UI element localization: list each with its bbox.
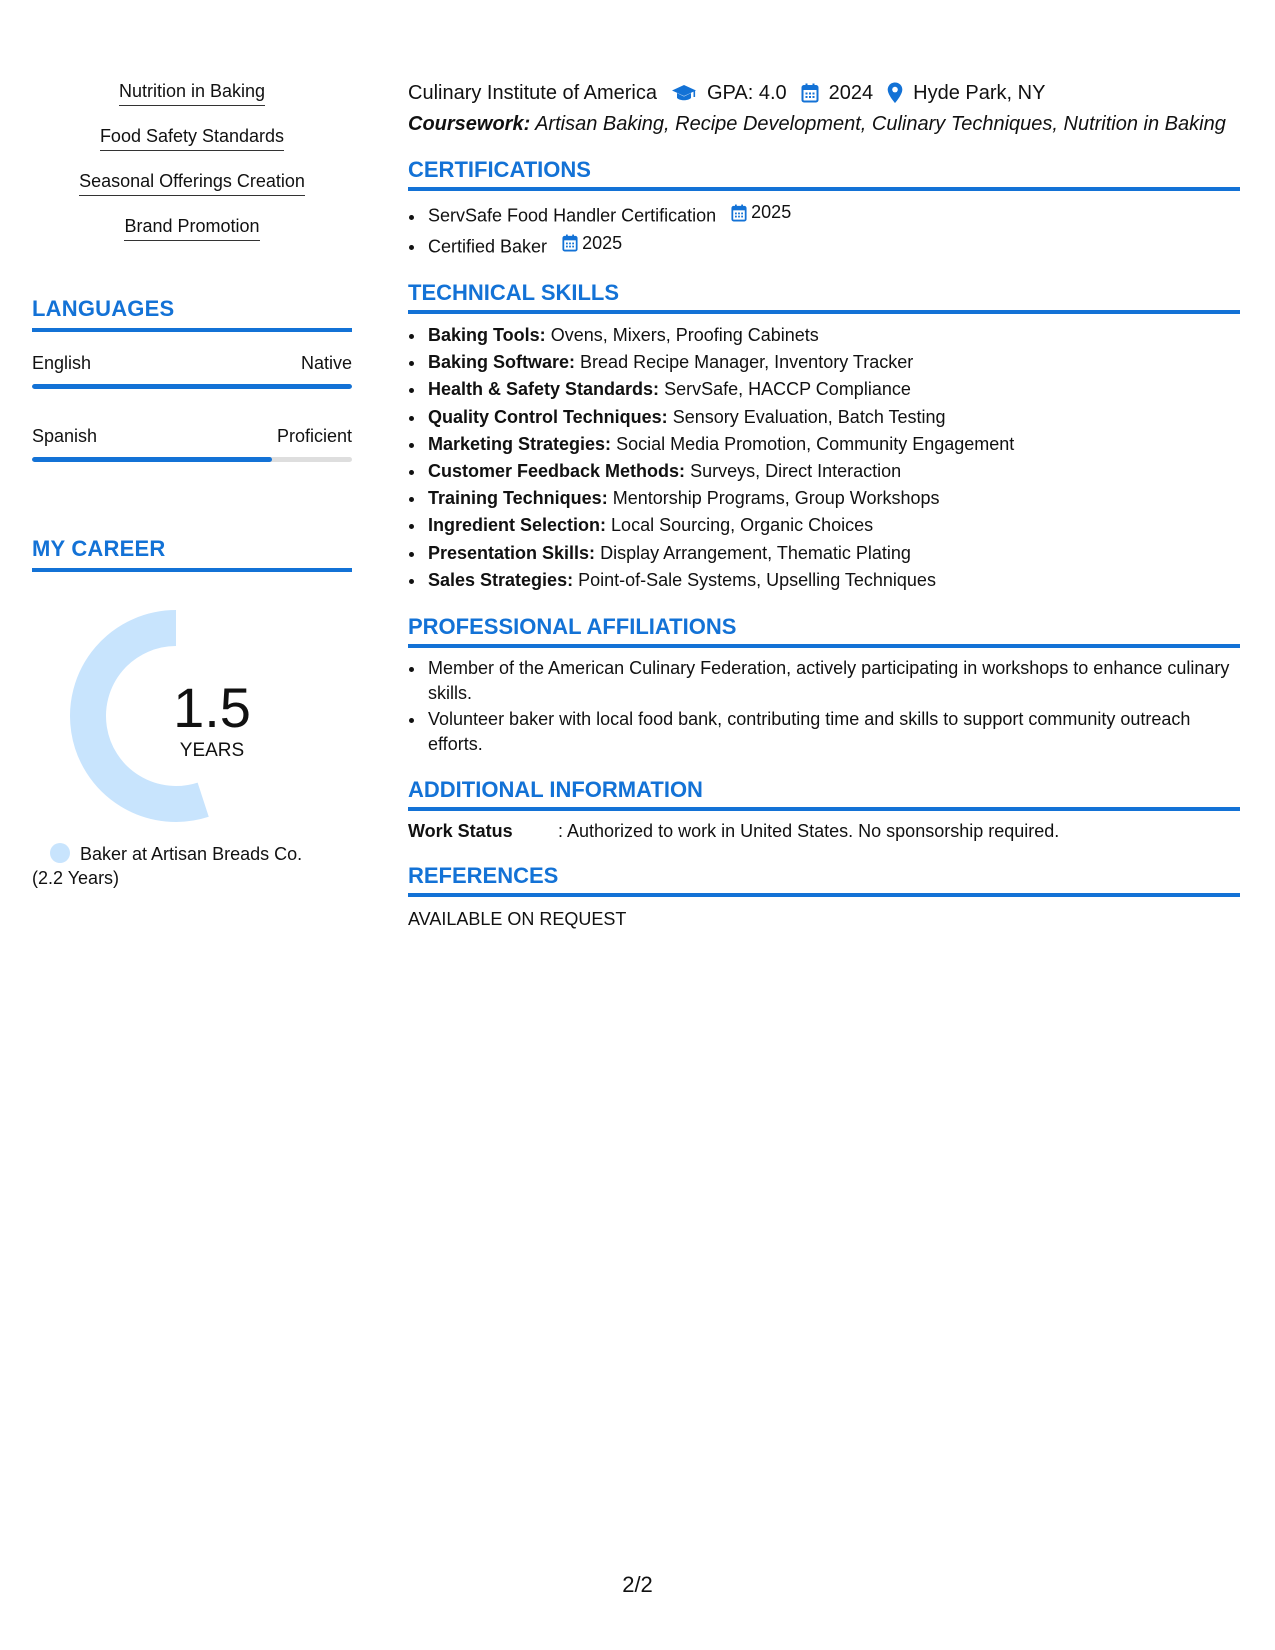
- skill-item: • Baking Tools: Ovens, Mixers, Proofing Cabinets: [426, 322, 1240, 349]
- languages-section: [32, 296, 352, 462]
- career-total-value: 1.5: [173, 676, 251, 739]
- additional-info-title: ADDITIONAL INFORMATION: [408, 777, 1240, 811]
- work-status-label: Work Status: [408, 821, 513, 842]
- calendar-icon: [731, 204, 747, 222]
- career-total: [132, 676, 292, 762]
- education-line: [408, 80, 1240, 106]
- career-donut: [32, 572, 352, 822]
- language-level: Native: [300, 353, 352, 373]
- gpa: GPA: 4.0: [707, 82, 787, 104]
- certification-item: [426, 199, 1240, 230]
- coursework: [408, 111, 1240, 137]
- affiliations-list: [408, 656, 1240, 757]
- career-legend-years: (2.2 Years): [32, 868, 120, 888]
- skill-item: • Baking Software: Bread Recipe Manager, Inventory Tracker: [426, 349, 1240, 376]
- skill-item: • Quality Control Techniques: Sensory Evaluation, Batch Testing: [426, 404, 1240, 431]
- coursework-label: Coursework:: [408, 113, 531, 135]
- language-item: [32, 425, 352, 462]
- language-level: Proficient: [276, 426, 352, 446]
- career-total-unit: YEARS: [179, 740, 245, 761]
- language-level-bar: [32, 457, 352, 462]
- language-item: [32, 352, 352, 389]
- certification-name: Certified Baker: [428, 236, 548, 256]
- certifications-list: [408, 199, 1240, 260]
- language-level-bar: [32, 384, 352, 389]
- career-title: MY CAREER: [32, 536, 352, 572]
- career-legend: [32, 842, 352, 890]
- graduation-year: 2024: [828, 82, 874, 104]
- language-level-fill: [32, 457, 272, 462]
- strength-item: Seasonal Offerings Creation: [32, 170, 352, 199]
- certifications-title: CERTIFICATIONS: [408, 157, 1240, 191]
- skill-item: • Marketing Strategies: Social Media Promotion, Community Engagement: [426, 431, 1240, 458]
- skill-item: • Presentation Skills: Display Arrangement, Thematic Plating: [426, 540, 1240, 567]
- languages-title: LANGUAGES: [32, 296, 352, 332]
- certification-name: ServSafe Food Handler Certification: [428, 205, 717, 226]
- career-section: [32, 536, 352, 890]
- affiliation-item: • Member of the American Culinary Federation, actively participating in workshops to enhance culinary skills.: [426, 656, 1240, 706]
- technical-skills-title: TECHNICAL SKILLS: [408, 280, 1240, 314]
- affiliations-title: PROFESSIONAL AFFILIATIONS: [408, 614, 1240, 648]
- certification-year: 2025: [751, 202, 792, 222]
- right-column: [408, 80, 1240, 930]
- work-status-row: [408, 819, 1240, 843]
- references-value: AVAILABLE ON REQUEST: [408, 909, 627, 930]
- language-name: English: [32, 353, 92, 373]
- calendar-icon: [562, 234, 578, 252]
- references-title: REFERENCES: [408, 863, 1240, 897]
- page-number: 2/2: [622, 1572, 653, 1597]
- graduation-cap-icon: [671, 83, 697, 103]
- certification-item: [426, 230, 1240, 261]
- language-level-fill: [32, 384, 352, 389]
- work-status-value: : Authorized to work in United States. No sponsorship required.: [558, 821, 1060, 842]
- strength-item: Brand Promotion: [32, 215, 352, 244]
- affiliation-item: • Volunteer baker with local food bank, contributing time and skills to support community outreach efforts.: [426, 707, 1240, 757]
- skill-item: • Ingredient Selection: Local Sourcing, Organic Choices: [426, 512, 1240, 539]
- skill-item: • Training Techniques: Mentorship Programs, Group Workshops: [426, 485, 1240, 512]
- strength-item: Nutrition in Baking: [32, 80, 352, 109]
- left-column: [32, 80, 352, 890]
- career-legend-label: Baker at Artisan Breads Co.: [80, 844, 303, 864]
- calendar-icon: [801, 83, 819, 103]
- skill-item: • Health & Safety Standards: ServSafe, HACCP Compliance: [426, 376, 1240, 403]
- coursework-value: Artisan Baking, Recipe Development, Culinary Techniques, Nutrition in Baking: [535, 113, 1226, 135]
- legend-dot-icon: [50, 843, 70, 863]
- school-location: Hyde Park, NY: [913, 82, 1046, 104]
- school-name: Culinary Institute of America: [408, 82, 657, 104]
- technical-skills-list: [408, 322, 1240, 594]
- strengths-list: [32, 80, 352, 244]
- skill-item: • Sales Strategies: Point-of-Sale Systems, Upselling Techniques: [426, 567, 1240, 594]
- map-pin-icon: [887, 82, 903, 104]
- strength-item: Food Safety Standards: [32, 125, 352, 154]
- language-name: Spanish: [32, 426, 98, 446]
- skill-item: • Customer Feedback Methods: Surveys, Direct Interaction: [426, 458, 1240, 485]
- certification-year: 2025: [582, 232, 623, 253]
